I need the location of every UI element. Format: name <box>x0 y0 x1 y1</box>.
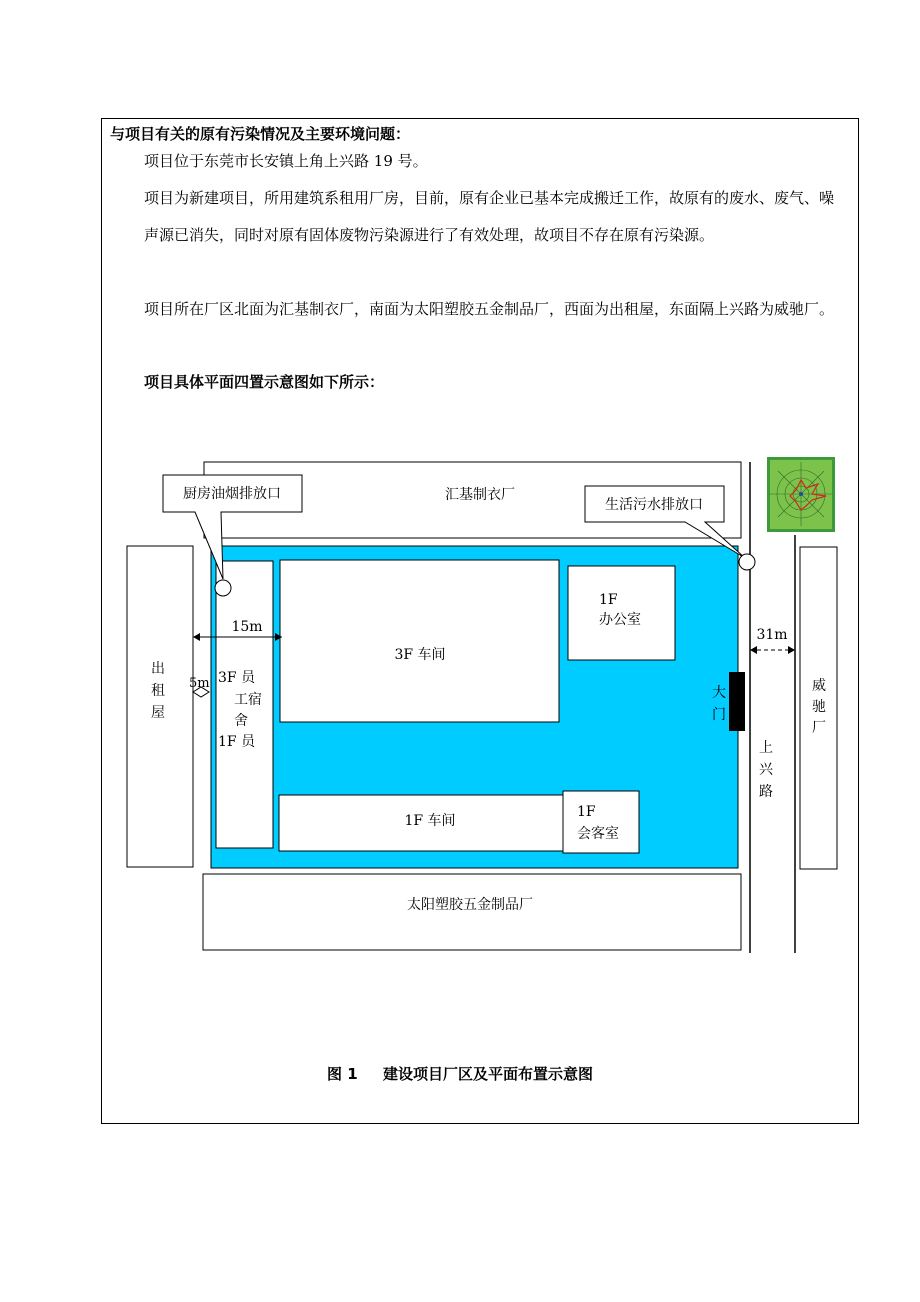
office-name-label: 办公室 <box>599 612 641 628</box>
dimension-31m-arrow-left <box>750 646 757 654</box>
dormitory-label-line2: 工宿 <box>234 692 262 708</box>
workshop-1f-label: 1F 车间 <box>404 813 456 829</box>
west-label-char1: 出 <box>151 661 165 677</box>
gate-label-char1: 大 <box>712 685 726 701</box>
dormitory-label-line4: 1F 员 <box>218 734 256 750</box>
figure-caption <box>0 1063 920 1084</box>
paragraph-location: 项目位于东莞市长安镇上角上兴路 19 号。 <box>144 152 428 170</box>
road-label-char3: 路 <box>759 784 773 800</box>
road-label-char2: 兴 <box>759 762 773 778</box>
workshop-3f-label: 3F 车间 <box>394 647 446 663</box>
dimension-15m-label: 15m <box>231 619 263 635</box>
main-gate <box>729 672 745 731</box>
compass-wind-rose-icon <box>767 457 835 532</box>
east-label-char1: 威 <box>812 678 826 694</box>
figure-intro: 项目具体平面四置示意图如下所示： <box>144 373 385 391</box>
west-label-char3: 屋 <box>151 705 165 721</box>
south-factory-label: 太阳塑胶五金制品厂 <box>407 897 533 913</box>
reception-room <box>563 791 639 853</box>
dimension-31m-label: 31m <box>756 627 788 643</box>
east-label-char3: 厂 <box>812 720 826 736</box>
sewage-discharge-outlet <box>739 554 755 570</box>
north-factory-label: 汇基制衣厂 <box>445 487 515 503</box>
reception-floor-label: 1F <box>577 804 596 820</box>
figure-caption-label: 图 1 <box>327 1065 358 1083</box>
road-label-char1: 上 <box>759 740 773 756</box>
dimension-31m-arrow-right <box>788 646 795 654</box>
kitchen-exhaust-outlet <box>215 580 231 596</box>
east-label-char2: 驰 <box>812 699 826 715</box>
office-floor-label: 1F <box>599 592 618 608</box>
reception-name-label: 会客室 <box>577 826 619 842</box>
paragraph-new-project: 项目为新建项目，所用建筑系租用厂房，目前，原有企业已基本完成搬迁工作，故原有的废水、废气、噪声源已消失，同时对原有固体废物污染源进行了有效处理，故项目不存在原有污染源。 <box>144 189 835 244</box>
figure-caption-title: 建设项目厂区及平面布置示意图 <box>382 1065 593 1083</box>
gate-label-char2: 门 <box>712 707 726 723</box>
dimension-5m-label: 5m <box>189 676 210 691</box>
sewage-callout-label: 生活污水排放口 <box>605 497 703 513</box>
section-heading: 与项目有关的原有污染情况及主要环境问题： <box>110 125 411 143</box>
dimension-15m-arrow-left <box>193 633 200 641</box>
workshop-3f <box>280 560 559 722</box>
west-label-char2: 租 <box>151 683 165 699</box>
dormitory-label-line1: 3F 员 <box>218 670 256 686</box>
dormitory-label-line3: 舍 <box>234 713 248 729</box>
kitchen-callout-label: 厨房油烟排放口 <box>183 486 281 502</box>
paragraph-surroundings: 项目所在厂区北面为汇基制衣厂，南面为太阳塑胶五金制品厂，西面为出租屋，东面隔上兴路为威驰厂。 <box>144 300 835 318</box>
